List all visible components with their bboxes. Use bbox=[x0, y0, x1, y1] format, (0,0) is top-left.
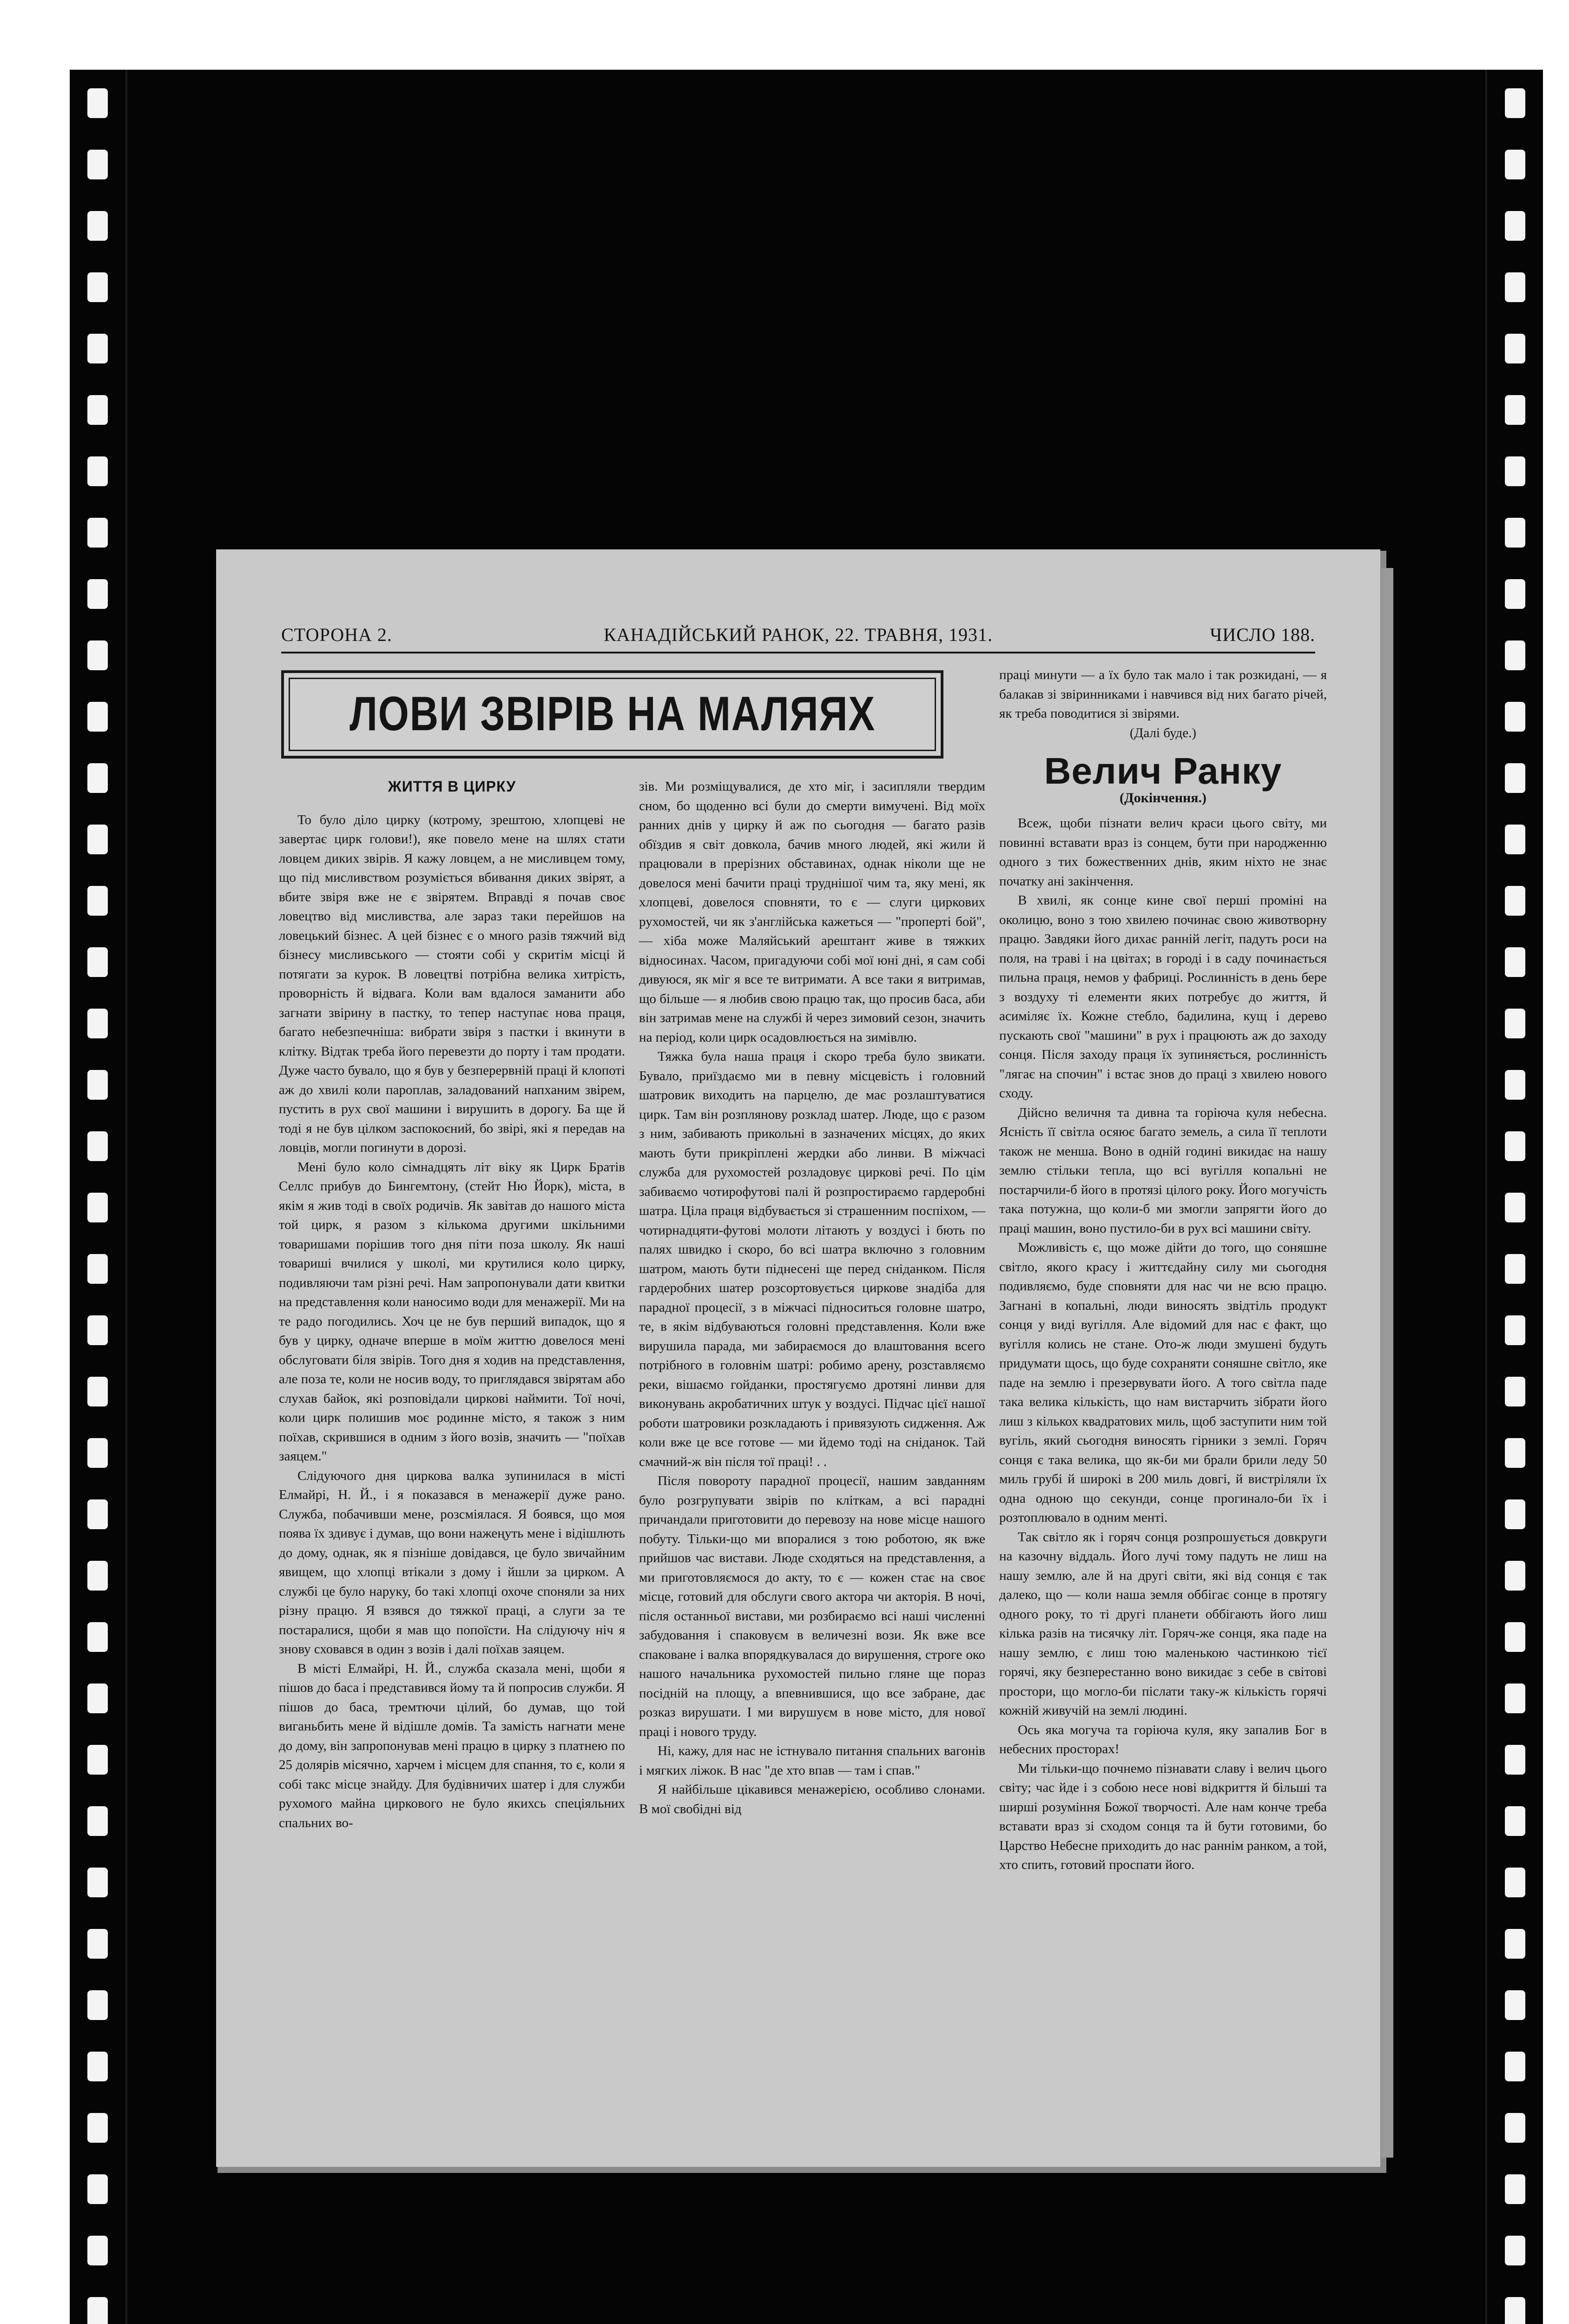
sprocket-hole bbox=[1505, 150, 1525, 179]
sprocket-hole bbox=[1505, 1684, 1525, 1713]
sprocket-hole bbox=[87, 763, 108, 793]
sprocket-hole bbox=[1505, 1377, 1525, 1406]
sprocket-hole bbox=[1505, 2297, 1525, 2324]
sprocket-hole bbox=[1505, 2236, 1525, 2265]
sprocket-hole bbox=[87, 1745, 108, 1775]
sprocket-hole bbox=[1505, 88, 1525, 118]
sprocket-hole bbox=[87, 1499, 108, 1529]
sprocket-hole bbox=[1505, 2113, 1525, 2143]
paragraph: В хвилі, як сонце кине свої перші проміні на околицю, воно з тою хвилею починає свою животворну працю. Завдяки його дихає ранній легіт, падуть роси на поля, на траві і на цвітах; в городі і в саду починається пильна праця, немов у фабриці. Рослинність в день бере з воздуху ті елементи яких потребує до життя, й асиміляє їх. Кожне стебло, бадилина, кущ і дерево пускають свої "машини" в рух і працюють аж до заходу сонця. Після заходу праця їх зупиняється, рослинність "лягає на спочин" і встає знов до праці з хвилею нового сходу. bbox=[999, 893, 1327, 1101]
sprocket-hole bbox=[1505, 1929, 1525, 1959]
sprocket-hole bbox=[87, 1131, 108, 1161]
sprocket-hole bbox=[87, 1193, 108, 1222]
sprocket-hole bbox=[87, 1438, 108, 1468]
sprocket-hole bbox=[87, 395, 108, 425]
sprocket-hole bbox=[87, 702, 108, 732]
sprocket-hole bbox=[1505, 1254, 1525, 1284]
sprocket-hole bbox=[1505, 1806, 1525, 1836]
paragraph: Ось яка могуча та горіюча куля, яку запалив Бог в небесних просторах! bbox=[999, 1722, 1327, 1756]
sprocket-hole bbox=[1505, 1131, 1525, 1161]
sprocket-hole bbox=[87, 1254, 108, 1284]
sprocket-hole bbox=[87, 2174, 108, 2204]
sprocket-hole bbox=[87, 1990, 108, 2020]
sprocket-hole bbox=[1505, 886, 1525, 916]
column-1 bbox=[279, 666, 625, 1833]
sprocket-hole bbox=[87, 1622, 108, 1652]
sprocket-hole bbox=[1505, 2052, 1525, 2081]
film-sprocket-right bbox=[1485, 70, 1543, 2324]
article-subheading: ЖИТТЯ В ЦИРКУ bbox=[388, 778, 516, 795]
sprocket-hole bbox=[1505, 395, 1525, 425]
sprocket-hole bbox=[87, 518, 108, 548]
sprocket-hole bbox=[1505, 334, 1525, 363]
sprocket-hole bbox=[1505, 1070, 1525, 1100]
paragraph: Так світло як і горяч сонця розпрошується довкруги на казочну віддаль. Його лучі тому падуть не лиш на нашу землю, але й на другі світи, які від сонця є так далеко, що — коли наша земля оббігає сонце в протягу одного року, то ті другі планети оббігають його лиш кілька разів на тисячку літ. Горяч-же сонця, яка паде на нашу землю, є лиш тою маленькою частинкою тієї горячі, яку безперестанно воно викидає з себе в світові простори, що могло-би післати таку-ж кількість горячі кожній живучій на землі людині. bbox=[999, 1529, 1327, 1718]
sprocket-hole bbox=[1505, 272, 1525, 302]
sprocket-hole bbox=[87, 88, 108, 118]
column-2 bbox=[639, 777, 985, 1819]
headline: ЛОВИ ЗВІРІВ НА МАЛЯЯХ bbox=[349, 687, 876, 741]
paragraph: Ні, кажу, для нас не істнувало питання спальних вагонів і мягких ліжок. В нас "де хто впав — там і спав." bbox=[639, 1743, 985, 1778]
sprocket-hole bbox=[87, 1868, 108, 1897]
sprocket-hole bbox=[87, 947, 108, 977]
column-1-body bbox=[279, 777, 625, 1833]
sprocket-hole bbox=[1505, 2174, 1525, 2204]
sprocket-hole bbox=[1505, 1868, 1525, 1897]
sprocket-hole bbox=[87, 640, 108, 670]
sprocket-hole bbox=[87, 211, 108, 241]
sprocket-hole bbox=[87, 272, 108, 302]
sprocket-hole bbox=[1505, 825, 1525, 854]
sprocket-hole bbox=[1505, 1009, 1525, 1038]
sprocket-hole bbox=[1505, 1990, 1525, 2020]
page-number: СТОРОНА 2. bbox=[281, 624, 392, 645]
sprocket-hole bbox=[87, 579, 108, 609]
paragraph: Ми тільки-що почнемо пізнавати славу і велич цього світу; час йде і з собою несе нові відкриття й більші та ширші розуміння Божої творчості. Але нам конче треба вставати враз зі сходом сонця та й бути готовими, бо Царство Небесне приходить до нас раннім ранком, а той, хто спить, готовий проспати його. bbox=[999, 1761, 1327, 1872]
column-3 bbox=[999, 666, 1327, 1875]
sprocket-hole bbox=[87, 1684, 108, 1713]
page-header bbox=[281, 624, 1315, 654]
sprocket-hole bbox=[1505, 1745, 1525, 1775]
sprocket-hole bbox=[1505, 947, 1525, 977]
issue-number: ЧИСЛО 188. bbox=[1210, 624, 1315, 645]
sprocket-hole bbox=[1505, 518, 1525, 548]
paragraph: Тяжка була наша праця і скоро треба було звикати. Бувало, приїздаємо ми в певну місцевість і головний шатровик виходить на парцелю, де має розлаштуватися цирк. Там він розплянову розклад шатер. Люде, що є разом з ним, забивають прикольні в зазначених місцях, до яких мають бути прикріплені жердки або линви. В міжчасі служба для рухомостей розладовує циркові речі. По цім забиваємо чотирофутові палі й розпростираємо гардеробні шатра. Ціла праця відбувається зі страшенним поспіхом, — чотирнадцяти-футові молоти літають у воздусі і бють по палях швидко і скоро, бо всі шатра включно з головним шатром, мають бути піднесені ще перед сніданком. Після гардеробних шатер розсортовується циркове знадіба для парадної процесії, з в міжчасі підноситься головне шатро, те, в якім відбуваються головні представлення. Коли вже вирушила парада, ми забираємося до влаштовання всего потрібного в головнім шатрі: робимо арену, розставляємо реки, вішаємо гойданки, простягуємо дротяні линви для виконувань акробатичних штук у воздусі. Підчас цієї нашої роботи шатровики розкладають і привязують сидження. Аж коли вже це все готове — ми йдемо тоді на сніданок. Тай смачний-ж він після тої праці! . . bbox=[639, 1049, 985, 1469]
newspaper-page bbox=[216, 549, 1380, 2167]
paragraph: В місті Елмайрі, Н. Й., служба сказала мені, щоби я пішов до баса і представився йому та й попросив служби. Я пішов до баса, тремтючи цілий, бо думав, що той виганьбить мене й відішле домів. Та замість нагнати мене до дому, він запропонував мені працю в цирку з платнею по 25 долярів місячно, харчем і місцем для спання, то є, коли я собі такс місце знайду. Для будівничих шатер і для служби рухомого майна циркового не було якихсь спеціяльних спальних во- bbox=[279, 1661, 625, 1830]
sprocket-hole bbox=[1505, 456, 1525, 486]
sprocket-hole bbox=[1505, 1315, 1525, 1345]
paragraph: Мені було коло сімнадцять літ віку як Цирк Братів Селлс прибув до Бингемтону, (стейт Ню Йорк), міста, в якім я жив тоді в своїх родичів. Як завітав до нашого міста той цирк, я разом з кількома другими шкільними товаришами порішив того дня піти поза школу. Як наші товариші вчилися у школі, ми крутилися коло цирку, подивляючи там різні речі. Нам запропонували дати квитки на представлення коли наносимо води для менажерії. Ми на те радо погодились. Хоч це не був перший випадок, що я був у цирку, одначе вперше в моїм життю довелося мені обслуговати біля звірів. Того дня я ходив на представлення, але поза те, коли не носив воду, то приглядався звірятам або слухав байок, які розповідали циркові наймити. Тої ночі, коли цирк полишив моє родинне місто, я також з ним поїхав, скрившися в одним з його возів, значить — "поїхав заяцем." bbox=[279, 1159, 625, 1464]
film-sprocket-left bbox=[70, 70, 127, 2324]
paragraph: Слідуючого дня циркова валка зупинилася в місті Елмайрі, Н. Й., і я показався в менажерії дуже рано. Служба, побачивши мене, розсміялася. Я боявся, що моя поява їх здивує і думав, що вони нажеңуть мене і відішлють до дому, однак, як я пізніше довідався, це було звичайним явищем, що хлопці втікали з дому і йшли за цирком. А службі це було наруку, бо такі хлопці охоче споняли за них різну працю. Я взявся до тяжкої праці, а слуги за те постаралися, щоби я мав що попоїсти. На слідуючу ніч я знову сховався в один з возів і далі поїхав заяцем. bbox=[279, 1468, 625, 1657]
sprocket-hole bbox=[87, 1009, 108, 1038]
paragraph: зів. Ми розміщувалися, де хто міг, і засипляли твердим сном, бо щоденно всі були до смерти вимучені. Від моїх ранних днів у цирку й аж по сьогодня — багато разів обїздив я світ довкола, бачив много людей, які жили й працювали в прерізних обставинах, однак ніколи ще не довелося мені бачити праці труднішої чим та, яку мені, як хлопцеві, довелося сповняти, то є — слуги циркових рухомостей, чи як з'англійська кажеться — "проперті бой", — хіба може Маляйський арештант живе в тяжких відносинах. Часом, пригадуючи собі мої юні дні, я сам собі дивуюся, як міг я все те витримати. А все таки я витримав, що більше — я любив свою працю так, що просив баса, аби він затримав мене на службі й через зимовий сезон, значить на період, коли цирк осадовлюється на зимівлю. bbox=[639, 779, 985, 1045]
paragraph: Всеж, щоби пізнати велич краси цього світу, ми повинні вставати враз із сонцем, бути при народженню одного з тих божественних днів, яким ніхто не знає початку ані закінчення. bbox=[999, 816, 1327, 889]
sprocket-hole bbox=[1505, 1193, 1525, 1222]
sprocket-hole bbox=[87, 886, 108, 916]
sprocket-hole bbox=[1505, 1622, 1525, 1652]
sprocket-hole bbox=[87, 2113, 108, 2143]
sprocket-hole bbox=[87, 1929, 108, 1959]
sprocket-hole bbox=[87, 334, 108, 363]
paragraph: Дійсно величня та дивна та горіюча куля небесна. Ясність її світла осяює багато земель, а сила її теплоти також не менша. Воно в одній годині викидає на нашу землю стільки тепла, що всі вугілля копальні не постарчили-б його в протязі цілого року. Його могучість така потужна, що коли-б ми змогли запрягти його до праці машин, воно пустило-би в рух всі машини світу. bbox=[999, 1105, 1327, 1236]
sprocket-hole bbox=[87, 1070, 108, 1100]
page-edge bbox=[1381, 568, 1393, 2158]
sprocket-hole bbox=[87, 1315, 108, 1345]
sprocket-hole bbox=[1505, 211, 1525, 241]
sprocket-hole bbox=[87, 1806, 108, 1836]
sprocket-hole bbox=[87, 2236, 108, 2265]
sprocket-hole bbox=[1505, 1438, 1525, 1468]
sprocket-hole bbox=[1505, 579, 1525, 609]
continued-note: (Далі буде.) bbox=[1129, 725, 1197, 740]
paragraph: праці минути — а їх було так мало і так розкидані, — я балакав зі звіринниками і навчився від них багато річей, як треба поводитися зі звірями. bbox=[999, 667, 1327, 721]
sprocket-hole bbox=[1505, 702, 1525, 732]
article-subtitle: (Докінчення.) bbox=[1119, 790, 1207, 805]
article-title: Велич Ранку bbox=[1044, 750, 1282, 792]
sprocket-hole bbox=[87, 150, 108, 179]
sprocket-hole bbox=[87, 1377, 108, 1406]
sprocket-hole bbox=[87, 2052, 108, 2081]
sprocket-hole bbox=[87, 456, 108, 486]
sprocket-hole bbox=[1505, 763, 1525, 793]
paragraph: Я найбільше цікавився менажерією, особливо слонами. В мої свобідні від bbox=[639, 1782, 985, 1816]
sprocket-hole bbox=[1505, 1561, 1525, 1591]
masthead: КАНАДІЙСЬКИЙ РАНОК, 22. ТРАВНЯ, 1931. bbox=[603, 624, 993, 645]
sprocket-hole bbox=[1505, 1499, 1525, 1529]
paragraph: То було діло цирку (котрому, зрештою, хлопцеві не завертає цирк голови!), яке повело мене на шлях стати ловцем диких звірів. Я кажу ловцем, а не мисливцем тому, що під мисливством розуміється вбивання диких звірят, а вбите звіря вже не є звірятем. Вправді я почав своє ловецтво від мисливства, але зараз таки перейшов на ловецький бізнес. А цей бізнес є о много разів тяжчий від бізнесу мисливського — стояти собі у скритім місці й потягати за курок. В ловецтві потрібна велика хитрість, проворність й відвага. Коли вам вдалося заманити або загнати звірину в пастку, то тепер наступає нова праця, багато небезпечніша: вибрати звіря з пастки і вкинути в клітку. Відтак треба його перевезти до порту і там продати. Дуже часто бувало, що я був у безперервній праці й клопоті аж до хвилі коли пароплав, заладований напханим звірем, пустить в рух свої машини і вирушить в дорогу. Ба ще й тоді я не був цілком заспокоєний, бо звірі, які я передав на ловців, могли погинути в дорозі. bbox=[279, 812, 625, 1155]
sprocket-hole bbox=[87, 2297, 108, 2324]
sprocket-hole bbox=[1505, 640, 1525, 670]
paragraph: Можливість є, що може дійти до того, що соняшне світло, якого красу і життєдайну силу ми сьогодня подивляємо, буде сповняти для нас чи не всю працю. Загнані в копальні, люди виносять звідтіль продукт сонця у виді вугілля. Але відомий для нас є факт, що вугілля колись не стане. Ото-ж люди змушені будуть придумати щось, що буде сохраняти соняшне світло, яке паде на землю і презервувати його. А того світла паде така велика кількість, що нам вистарчить зібрати його лиш з кількох квадратових миль, щоб заступити ним той вугіль, який сьогодня виносять гірники з землі. Горяч сонця є така велика, що як-би ми брали брили леду 50 миль грубі й широкі в 200 миль довгі, й вистріляли їх одна одною що секунди, сонце прогинало-би їх і розтоплювало в одним менті. bbox=[999, 1240, 1327, 1525]
sprocket-hole bbox=[87, 825, 108, 854]
paragraph: Після повороту парадної процесії, нашим завданням було розгрупувати звірів по кліткам, а всі парадні причандали приготовити до перевозу на нове місце нашого побуту. Тільки-що ми впоралися з тою роботою, як вже прийшов час вистави. Люде сходяться на представлення, а ми приготовляємося до акту, то є — кожен стає на своє місце, готовий для обслуги свого актора чи акторія. В ночі, після останньої вистави, ми розбираємо всі наші численні забудовання і спаковуєм в величезні вози. Як вже все спаковане і валка впорядкувалася до вирушення, строге око нашого начальника рухомостей пильно гляне ще пораз посідній на площу, а впевнившися, що все забране, дає розказ вирушати. І ми вирушуєм в нове місто, для нової праці і нового труду. bbox=[639, 1473, 985, 1739]
sprocket-hole bbox=[87, 1561, 108, 1591]
